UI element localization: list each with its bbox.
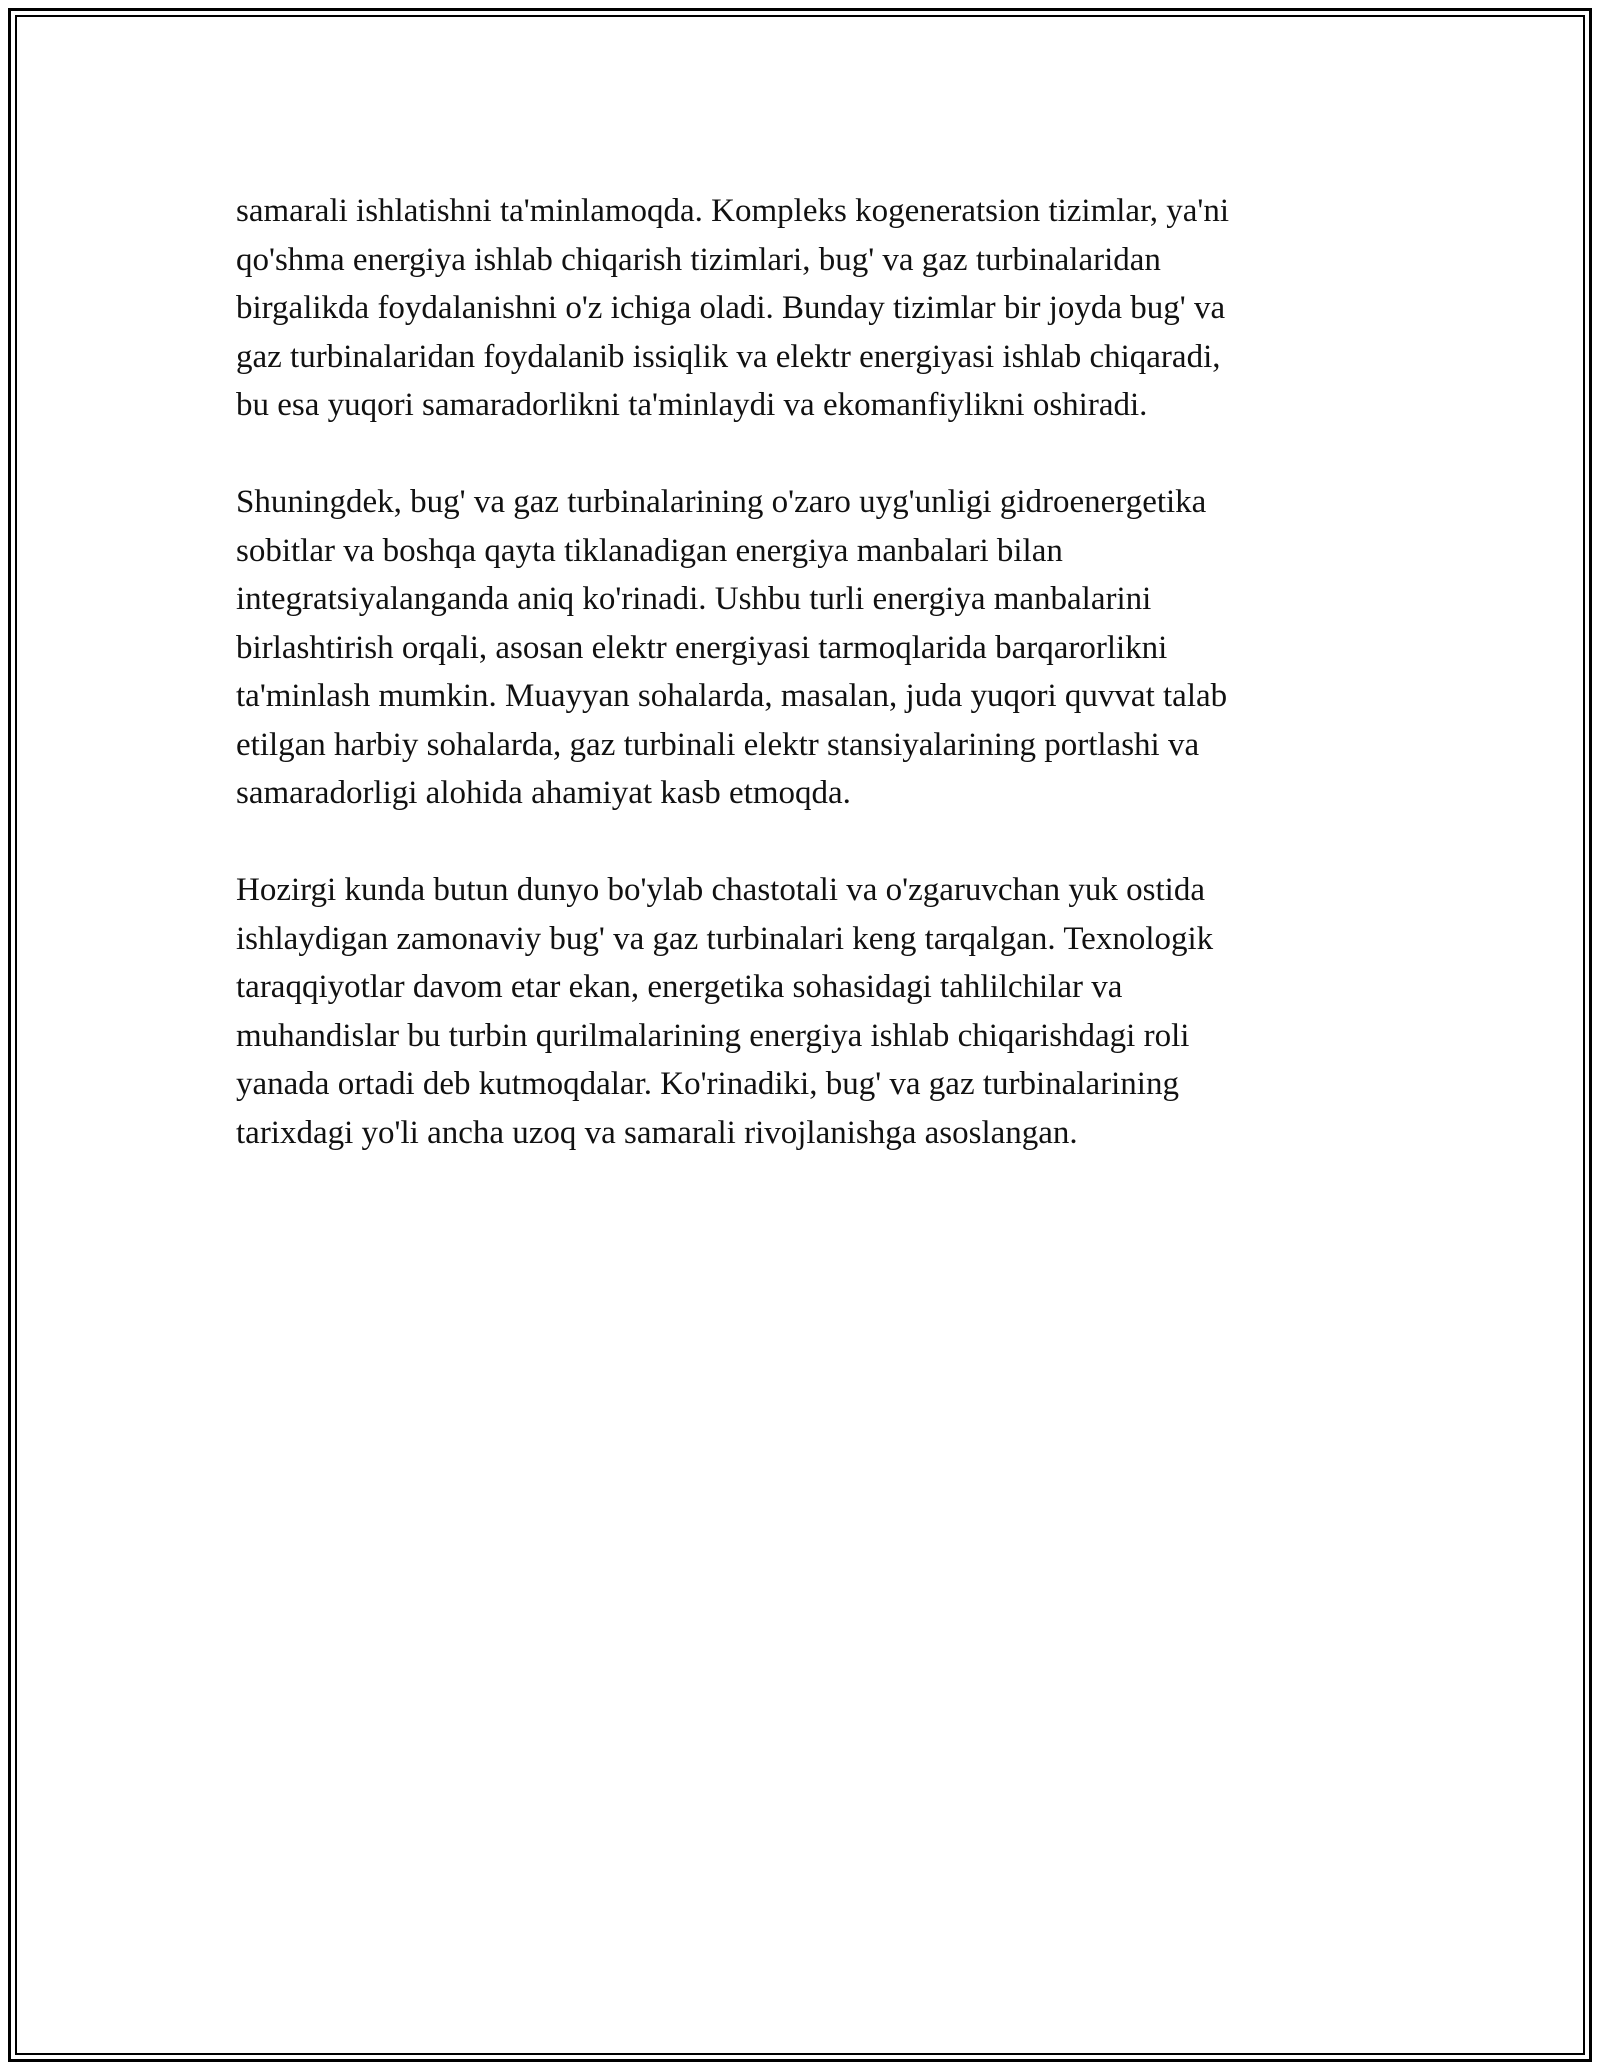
paragraph-1: samarali ishlatishni ta'minlamoqda. Kompleks kogeneratsion tizimlar, ya'ni qo'shma energiya ishlab chiqarish tizimlari, bug' va gaz turbinalaridan birgalikda foydalanishni o'z ichiga oladi. Bunday tizimlar bir joyda bug' va gaz turbinalaridan foydalanib issiqlik va elektr energiyasi ishlab chiqaradi, bu esa yuqori samaradorlikni ta'minlaydi va ekomanfiylikni oshiradi. [236, 193, 1230, 423]
paragraph-2: Shuningdek, bug' va gaz turbinalarining o'zaro uyg'unligi gidroenergetika sobitlar va boshqa qayta tiklanadigan energiya manbalari bilan integratsiyalanganda aniq ko'rinadi. Ushbu turli energiya manbalarini birlashtirish orqali, asosan elektr energiyasi tarmoqlarida barqarorlikni ta'minlash mumkin. Muayyan sohalarda, masalan, juda yuqori quvvat talab etilgan harbiy sohalarda, gaz turbinali elektr stansiyalarining portlashi va samaradorligi alohida ahamiyat kasb etmoqda. [236, 484, 1228, 811]
document-body [236, 187, 1356, 1206]
paragraph-3: Hozirgi kunda butun dunyo bo'ylab chastotali va o'zgaruvchan yuk ostida ishlaydigan zamonaviy bug' va gaz turbinalari keng tarqalgan. Texnologik taraqqiyotlar davom etar ekan, energetika sohasidagi tahlilchilar va muhandislar bu turbin qurilmalarining energiya ishlab chiqarishdagi roli yanada ortadi deb kutmoqdalar. Ko'rinadiki, bug' va gaz turbinalarining tarixdagi yo'li ancha uzoq va samarali rivojlanishga asoslangan. [236, 872, 1214, 1151]
